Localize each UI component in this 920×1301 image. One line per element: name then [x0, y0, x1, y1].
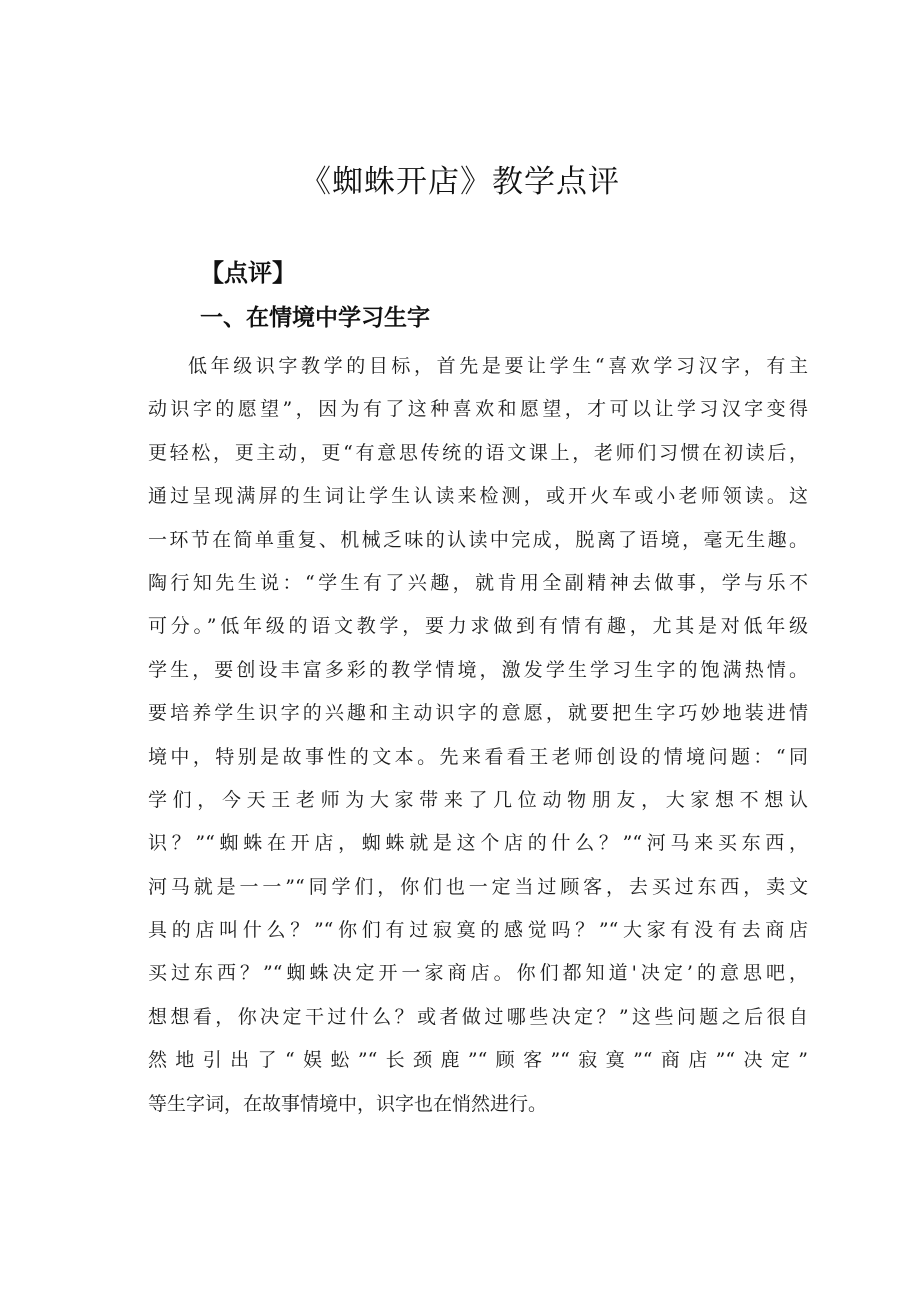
- paragraph-line: 等生字词，在故事情境中，识字也在悄然进行。: [148, 1092, 548, 1115]
- paragraph-line: 可分。”低年级的语文教学，要力求做到有情有趣，尤其是对低年级: [148, 615, 808, 638]
- paragraph-line: 买过东西？”“蜘蛛决定开一家商店。你们都知道'决定’的意思吧，: [148, 962, 808, 985]
- paragraph-line: 低年级识字教学的目标，首先是要让学生“喜欢学习汉字，有主: [188, 355, 808, 377]
- body-paragraph: [148, 345, 808, 1126]
- paragraph-line: 学们，今天王老师为大家带来了几位动物朋友，大家想不想认: [148, 788, 808, 811]
- paragraph-line: 动识字的愿望”，因为有了这种喜欢和愿望，才可以让学习汉字变得: [148, 398, 808, 421]
- paragraph-line: 要培养学生识字的兴趣和主动识字的意愿，就要把生字巧妙地装进情: [148, 702, 808, 725]
- document-title: 《蜘蛛开店》教学点评: [300, 164, 620, 200]
- paragraph-line: 境中，特别是故事性的文本。先来看看王老师创设的情境问题：“同: [148, 745, 808, 768]
- paragraph-line: 一环节在简单重复、机械乏味的认读中完成，脱离了语境，毫无生趣。: [148, 528, 808, 551]
- paragraph-line: 陶行知先生说：“学生有了兴趣，就肯用全副精神去做事，学与乐不: [148, 571, 808, 594]
- paragraph-line: 识？”“蜘蛛在开店，蜘蛛就是这个店的什么？”“河马来买东西，: [148, 832, 808, 855]
- paragraph-line: 更轻松，更主动，更“有意思传统的语文课上，老师们习惯在初读后，: [148, 441, 808, 464]
- paragraph-line: 想想看，你决定干过什么？或者做过哪些决定？”这些问题之后很自: [148, 1005, 808, 1028]
- paragraph-line: 学生，要创设丰富多彩的教学情境，激发学生学习生字的饱满热情。: [148, 658, 808, 681]
- section-label: 【点评】: [200, 259, 296, 287]
- paragraph-line: 河马就是一一”“同学们，你们也一定当过顾客，去买过东西，卖文: [148, 875, 808, 898]
- paragraph-line: 具的店叫什么？”“你们有过寂寞的感觉吗？”“大家有没有去商店: [148, 919, 808, 942]
- paragraph-line: 通过呈现满屏的生词让学生认读来检测，或开火车或小老师领读。这: [148, 485, 808, 508]
- section-heading: 一、在情境中学习生字: [200, 305, 430, 331]
- paragraph-line: 然地引出了“娱蚣”“长颈鹿”“顾客”“寂寞”“商店”“决定”: [148, 1049, 808, 1072]
